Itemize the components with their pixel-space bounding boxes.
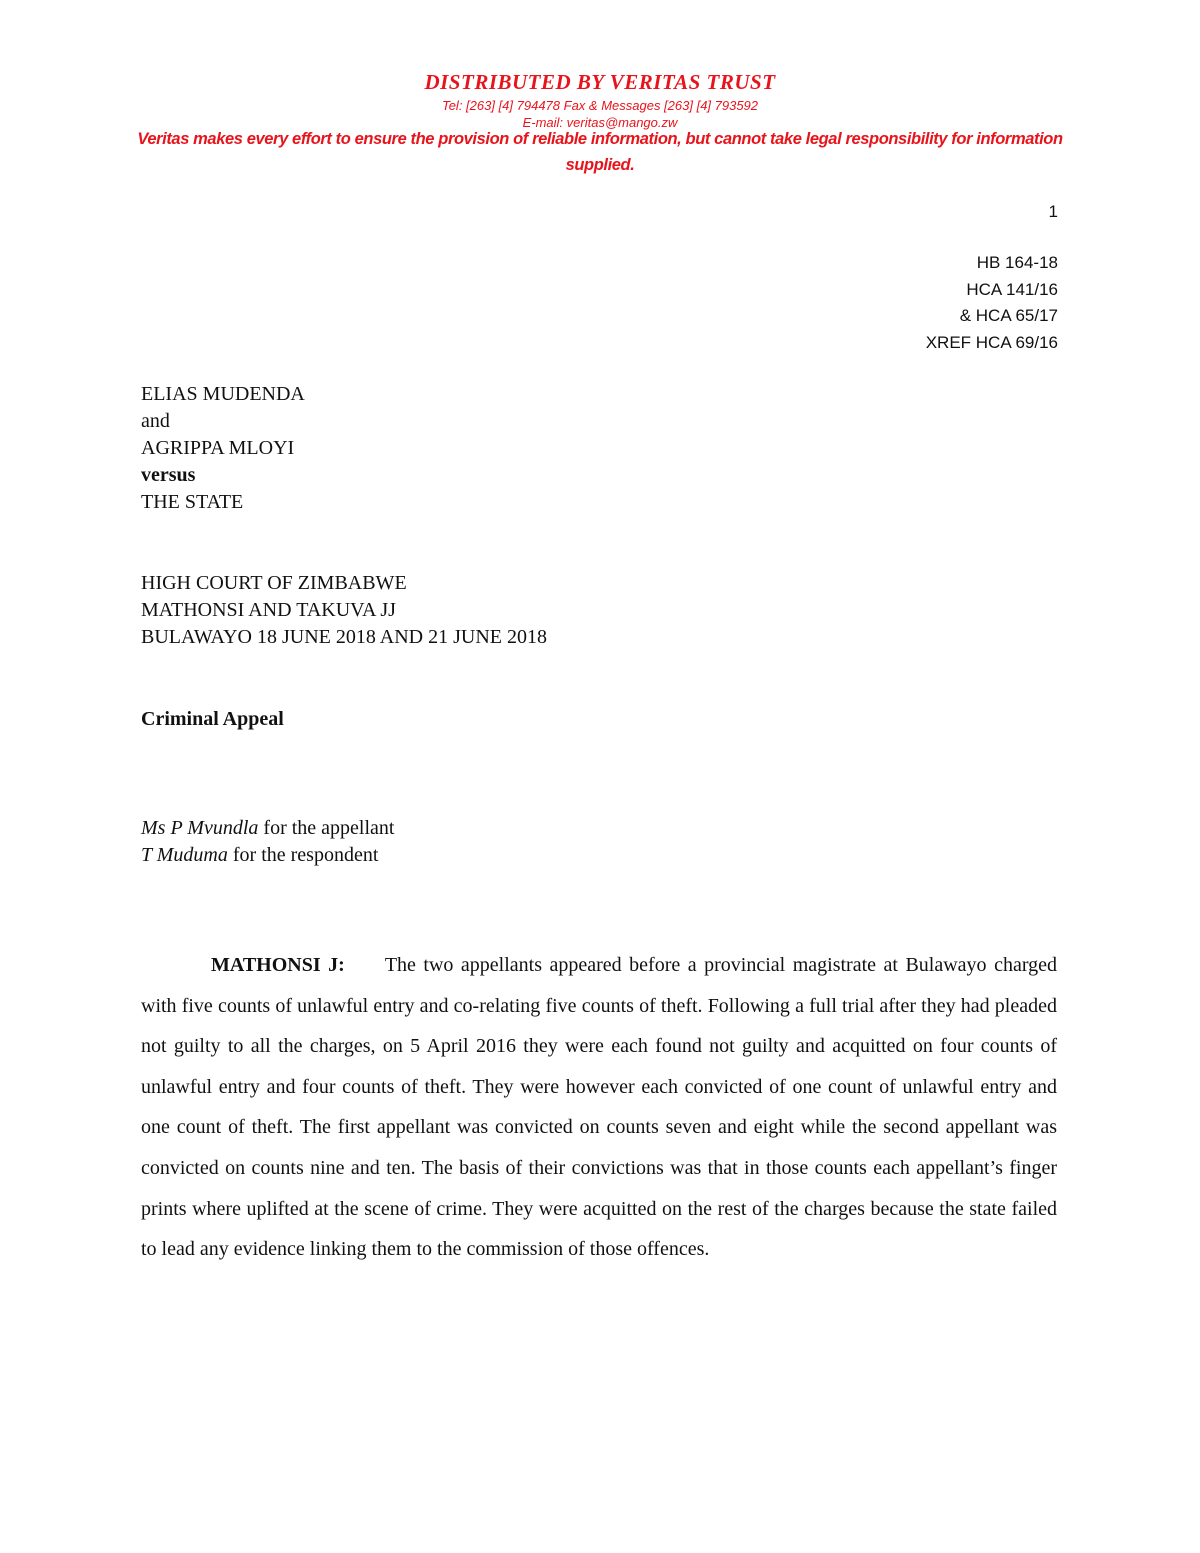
- contact-phone-fax: Tel: [263] [4] 794478 Fax & Messages [263] [4] 793592: [441, 98, 759, 113]
- hearing-place-date: BULAWAYO 18 JUNE 2018 AND 21 JUNE 2018: [141, 626, 547, 648]
- case-ref-hca-141: HCA 141/16: [966, 279, 1058, 299]
- versus-label: versus: [141, 464, 196, 486]
- respondent-counsel-name: T Muduma: [141, 844, 228, 866]
- party-conjunction: and: [141, 410, 170, 432]
- counsel-block: [141, 815, 394, 869]
- judgment-paragraph: [141, 945, 1057, 1270]
- case-references: [926, 250, 1058, 356]
- appeal-type-heading: Criminal Appeal: [141, 708, 284, 730]
- judge-name: MATHONSI J:: [211, 954, 345, 976]
- respondent-counsel-role: for the respondent: [227, 844, 379, 866]
- appellant-counsel: [141, 815, 394, 842]
- distributor-title: DISTRIBUTED BY VERITAS TRUST: [424, 70, 776, 94]
- first-appellant: ELIAS MUDENDA: [141, 383, 305, 405]
- disclaimer-text: Veritas makes every effort to ensure the provision of reliable information, but cannot take legal responsibility for information supplied.: [137, 130, 1063, 174]
- appellant-counsel-name: Ms P Mvundla: [141, 817, 259, 839]
- case-ref-hb: HB 164-18: [976, 253, 1058, 272]
- case-ref-hca-65: & HCA 65/17: [959, 306, 1058, 325]
- case-ref-xref: XREF HCA 69/16: [925, 332, 1058, 352]
- court-block: [141, 570, 547, 651]
- respondent-counsel: [141, 842, 394, 869]
- judgment-text: The two appellants appeared before a provincial magistrate at Bulawayo charged with five counts of unlawful entry and co-relating five counts of theft. Following a full trial after they had pleaded not guilty to all the charges, on 5 April 2016 they were each found not guilty and acquitted on four counts of unlawful entry and four counts of theft. They were however each convicted of one count of unlawful entry and one count of theft. The first appellant was convicted on counts seven and eight while the second appellant was convicted on counts nine and ten. The basis of their convictions was that in those counts each appellant’s finger prints where uplifted at the scene of crime. They were acquitted on the rest of the charges because the state failed to lead any evidence linking them to the commission of those offences.: [141, 954, 1057, 1261]
- second-appellant: AGRIPPA MLOYI: [141, 437, 295, 459]
- bench-judges: MATHONSI AND TAKUVA JJ: [141, 599, 396, 621]
- parties-block: [141, 381, 305, 516]
- court-name: HIGH COURT OF ZIMBABWE: [141, 572, 407, 594]
- appellant-counsel-role: for the appellant: [258, 817, 395, 839]
- page-number: 1: [1048, 202, 1058, 221]
- respondent: THE STATE: [141, 491, 244, 513]
- contact-email: E-mail: veritas@mango.zw: [522, 115, 678, 130]
